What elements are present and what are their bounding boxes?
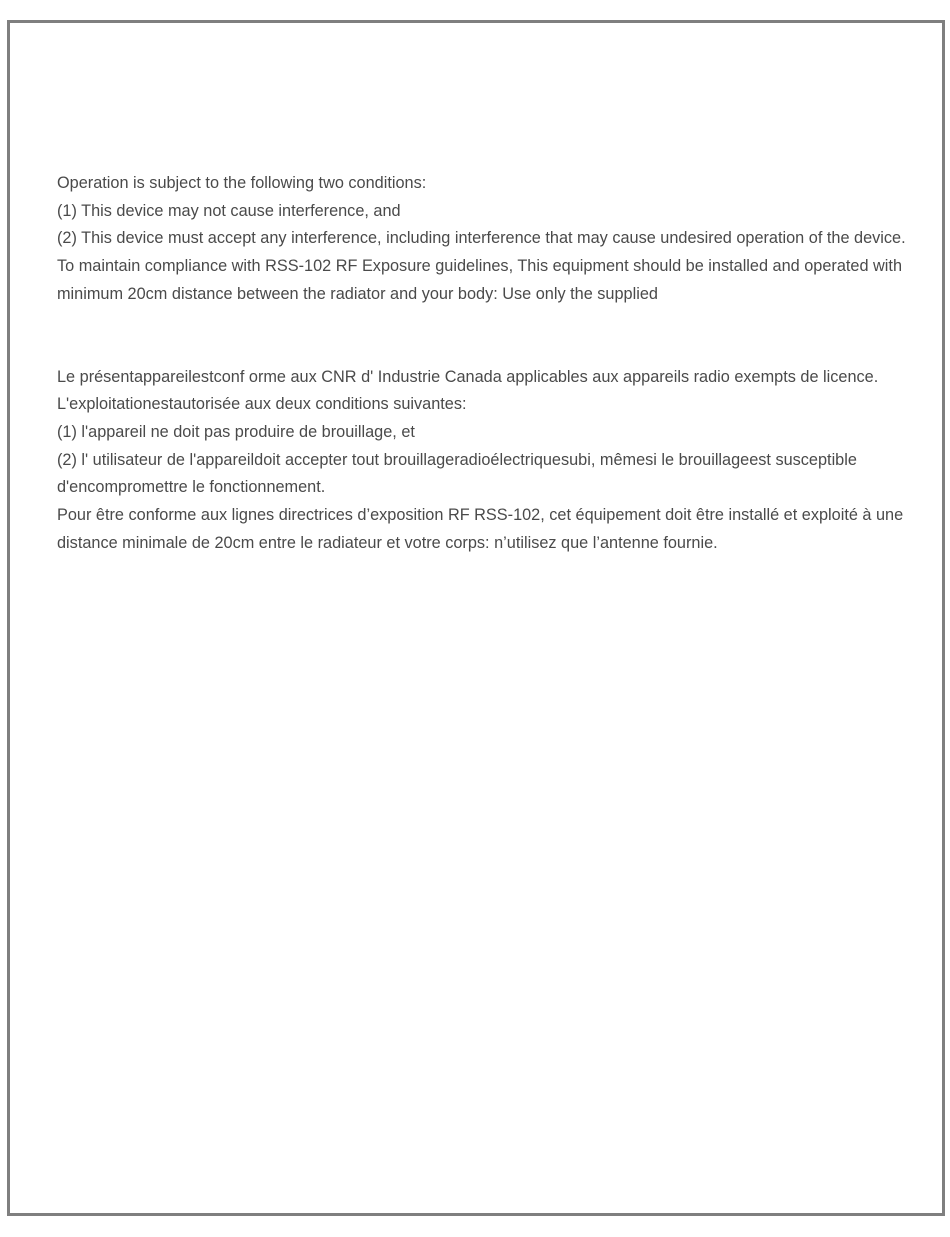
rf-exposure-en: To maintain compliance with RSS-102 RF Exposure guidelines, This equipment should be installed and operated with minimum 20cm distance between the radiator and your body: Use only the supplied [57, 257, 902, 303]
french-notice [57, 364, 907, 558]
condition-1-fr: (1) l'appareil ne doit pas produire de brouillage, et [57, 422, 415, 441]
page-frame [7, 20, 945, 1216]
condition-2-en: (2) This device must accept any interference, including interference that may cause undesired operation of the device. [57, 229, 906, 248]
condition-2-fr: (2) l' utilisateur de l'appareildoit accepter tout brouillageradioélectriquesubi, mêmesi le brouillageest susceptible d'encompromettre le fonctionnement. [57, 450, 857, 497]
compliance-statement-fr: Le présentappareilestconf orme aux CNR d' Industrie Canada applicables aux appareils radio exempts de licence. L'exploitationestautorisée aux deux conditions suivantes: [57, 367, 879, 414]
conditions-intro-en: Operation is subject to the following two conditions: [57, 174, 427, 192]
english-notice [57, 170, 907, 309]
document-content [57, 170, 907, 557]
rf-exposure-fr: Pour être conforme aux lignes directrices d’exposition RF RSS-102, cet équipement doit être installé et exploité à une distance minimale de 20cm entre le radiateur et votre corps: n’utilisez que l’antenne fournie. [57, 506, 904, 552]
condition-1-en: (1) This device may not cause interference, and [57, 201, 401, 220]
